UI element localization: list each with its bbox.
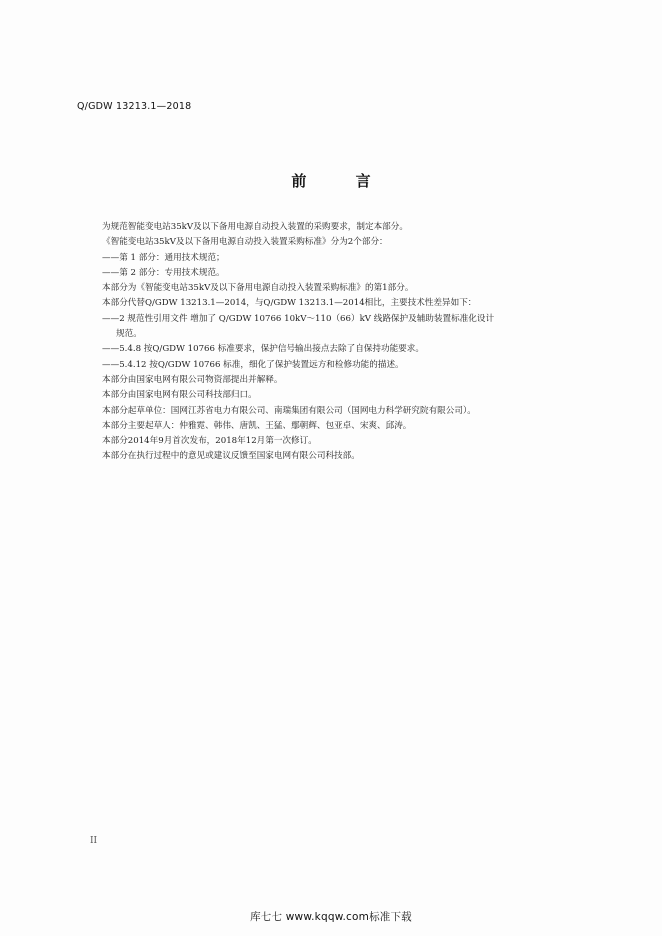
paragraph: 本部分为《智能变电站35kV及以下备用电源自动投入装置采购标准》的第1部分。 — [102, 283, 414, 294]
page-title: 前 言 — [291, 172, 393, 190]
list-item: ——第 1 部分：通用技术规范； — [102, 252, 225, 263]
page-number: II — [90, 836, 98, 846]
list-item: ——2 规范性引用文件 增加了 Q/GDW 10766 10kV～110（66）kV 线路保护及辅助装置标准化设计 — [102, 313, 495, 324]
watermark-footer: 库七七 www.kqqw.com标准下载 — [250, 911, 412, 923]
list-item: ——5.4.12 按Q/GDW 10766 标准，细化了保护装置远方和检修功能的描述。 — [102, 359, 404, 370]
paragraph: 本部分由国家电网有限公司物资部提出并解释。 — [102, 374, 283, 385]
paragraph: 为规范智能变电站35kV及以下备用电源自动投入装置的采购要求，制定本部分。 — [102, 222, 408, 232]
paragraph: 《智能变电站35kV及以下备用电源自动投入装置采购标准》分为2个部分： — [102, 237, 388, 248]
list-item: ——5.4.8 按Q/GDW 10766 标准要求，保护信号输出接点去除了自保持功能要求。 — [102, 344, 424, 355]
paragraph: 本部分2014年9月首次发布，2018年12月第一次修订。 — [102, 436, 317, 447]
paragraph: 本部分由国家电网有限公司科技部归口。 — [102, 390, 257, 401]
paragraph: 本部分代替Q/GDW 13213.1—2014，与Q/GDW 13213.1—2014相比，主要技术性差异如下： — [102, 298, 477, 309]
paragraph: 本部分起草单位：国网江苏省电力有限公司、南瑞集团有限公司（国网电力科学研究院有限公司）。 — [102, 405, 476, 416]
preface-body — [88, 220, 588, 465]
list-item: ——第 2 部分：专用技术规范。 — [102, 267, 225, 278]
paragraph: 本部分主要起草人：仲雅霓、韩伟、唐凯、王猛、鄢朝辉、包亚卓、宋爽、邱涛。 — [102, 420, 412, 431]
document-code: Q/GDW 13213.1—2018 — [77, 101, 192, 112]
list-item-continuation: 规范。 — [116, 329, 142, 340]
paragraph: 本部分在执行过程中的意见或建议反馈至国家电网有限公司科技部。 — [102, 451, 360, 462]
